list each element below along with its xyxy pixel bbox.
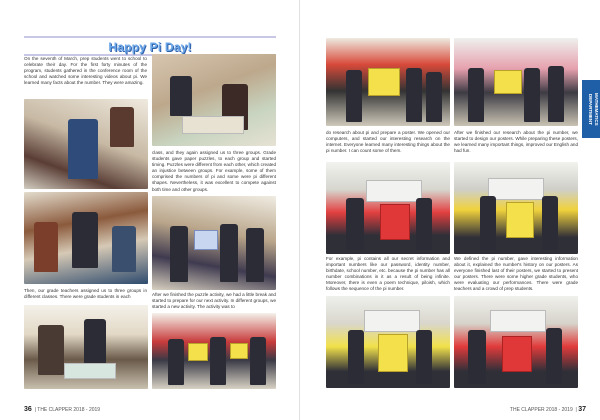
photo-poster-presentation	[152, 313, 276, 389]
photo-group-table	[24, 192, 148, 284]
right-page	[300, 0, 600, 420]
photo-presentation-3	[326, 296, 450, 388]
right-footer-label: THE CLAPPER 2018 - 2019	[509, 407, 573, 413]
photo-poster-group	[152, 196, 276, 290]
col1-bottom-text: Then, our grade teachers assigned us to three groups in different classes. There were grade students in each	[24, 288, 147, 300]
footer-left: 36 | THE CLAPPER 2018 - 2019	[24, 406, 101, 413]
col3-bottom-text: For example, pi contains all our secret information and important numbers like our password, identity number, birthdate, school number, etc. because the pi number has all number combinations in it as a result of being infinite. Moreover, there is even a poem technique, piloish, which follows the sequence of the pi number.	[326, 256, 450, 292]
photo-team-poster-2	[454, 38, 578, 126]
col2-top-text: class, and they again assigned us to three groups. Grade students gave paper puzzles, to each group and started timing. Puzzles were different from each other, which created an injustice between groups. For example, some of them comprised the numbers of pi and some were pi different shapes. Nevertheless, it was excellent to compete against both time and other groups.	[152, 150, 277, 192]
photo-presentation-4	[454, 296, 578, 388]
right-page-number: 37	[578, 406, 586, 413]
article-title-bar	[24, 36, 276, 56]
photo-team-poster-1	[326, 38, 450, 126]
left-footer-label: THE CLAPPER 2018 - 2019	[37, 407, 101, 413]
col1-top-text: On the seventh of March, prep students went to school to celebrate their day. For the first forty minutes of the program, students gathered in the conference room of the school and watched some interesting videos about pi. We learned many facts about the number. They were amazing.	[24, 56, 147, 86]
photo-presentation-1	[326, 162, 450, 254]
photo-students-working	[24, 305, 148, 389]
article-title: Happy Pi Day!	[108, 40, 192, 54]
left-page-number: 36	[24, 406, 32, 413]
col4-top-text: After we finished our research about the pi number, we started to design our posters. While preparing these posters, we learned many important things, improved our English and had fun.	[454, 130, 578, 154]
col2-bottom-text: After we finished the puzzle activity, we had a little break and started to prepare for our next activity. In different groups, we started a new activity. The activity was to	[152, 292, 276, 310]
section-side-tab: MATHEMATICS DEPARTMENT	[582, 80, 600, 138]
photo-students-puzzle	[24, 99, 148, 189]
photo-puzzle-group	[152, 54, 276, 146]
footer-right: THE CLAPPER 2018 - 2019 | 37	[509, 406, 586, 413]
col3-top-text: do research about pi and prepare a poster. We opened our computers, and started our interesting research on the internet. Everyone learned many interesting things about the pi number. I can count some of them.	[326, 130, 450, 154]
photo-presentation-2	[454, 162, 578, 254]
col4-bottom-text: We defined the pi number, gave interesting information about it, explained the number's history on our posters. As everyone finished last of their posters, we started to present our posters. There were some higher grade students, who were evaluating our performances. There were grade teachers and a crowd of prep students.	[454, 256, 578, 292]
